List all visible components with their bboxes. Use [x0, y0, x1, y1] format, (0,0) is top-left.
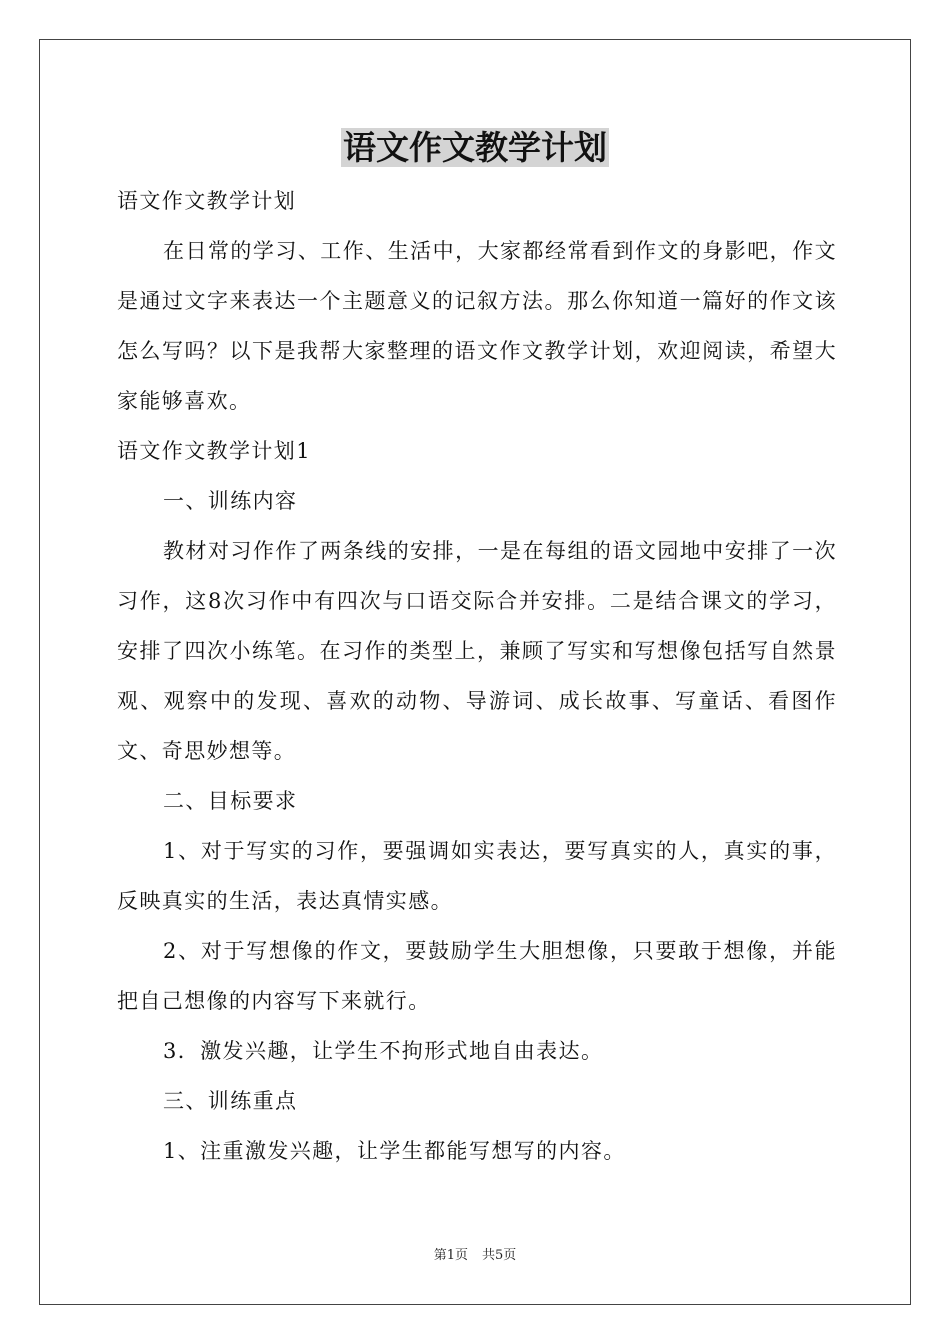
- paragraph: 在日常的学习、工作、生活中，大家都经常看到作文的身影吧，作文是通过文字来表达一个主题意义的记叙方法。那么你知道一篇好的作文该怎么写吗？以下是我帮大家整理的语文作文教学计划，欢迎阅读，希望大家能够喜欢。: [117, 239, 837, 413]
- section-heading: 语文作文教学计划1: [117, 439, 311, 463]
- document-title: [0, 126, 950, 170]
- list-item: 1、对于写实的习作，要强调如实表达，要写真实的人，真实的事，反映真实的生活，表达真情实感。: [117, 839, 837, 913]
- list-item: 1、注重激发兴趣，让学生都能写想写的内容。: [163, 1139, 626, 1163]
- list-item: 3．激发兴趣，让学生不拘形式地自由表达。: [163, 1039, 604, 1063]
- list-item: 2、对于写想像的作文，要鼓励学生大胆想像，只要敢于想像，并能把自己想像的内容写下来就行。: [117, 939, 837, 1013]
- page-total: 共5页: [482, 1248, 517, 1263]
- page-footer: [0, 1246, 950, 1266]
- paragraph: 教材对习作作了两条线的安排，一是在每组的语文园地中安排了一次习作，这8次习作中有四次与口语交际合并安排。二是结合课文的学习，安排了四次小练笔。在习作的类型上，兼顾了写实和写想像包括写自然景观、观察中的发现、喜欢的动物、导游词、成长故事、写童话、看图作文、奇思妙想等。: [117, 539, 837, 763]
- subsection-heading: 三、训练重点: [163, 1089, 298, 1113]
- page-number: 第1页: [433, 1248, 468, 1263]
- paragraph: 语文作文教学计划: [117, 189, 297, 213]
- subsection-heading: 一、训练内容: [163, 489, 298, 513]
- document-body: [117, 176, 837, 1176]
- document-title-text: 语文作文教学计划: [343, 128, 607, 167]
- subsection-heading: 二、目标要求: [163, 789, 298, 813]
